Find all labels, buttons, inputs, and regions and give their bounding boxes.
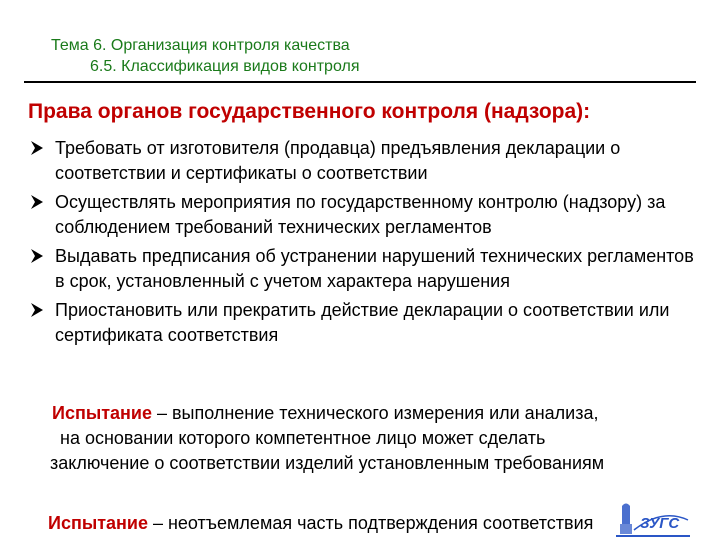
arrow-bullet-icon xyxy=(28,136,46,160)
arrow-bullet-icon xyxy=(28,298,46,322)
definition-term: Испытание xyxy=(48,513,148,533)
slide-topic: Тема 6. Организация контроля качества xyxy=(51,37,350,54)
logo-text: ЗУГС xyxy=(640,515,680,532)
arrow-bullet-icon xyxy=(28,244,46,268)
definition-text: – неотъемлемая часть подтверждения соответствия xyxy=(147,513,594,533)
university-logo-icon xyxy=(612,500,692,540)
bullet-text: Выдавать предписания об устранении нарушений технических регламентов в срок, установленный с учетом характера нарушения xyxy=(55,246,694,291)
definition-term: Испытание xyxy=(52,403,152,423)
header-divider xyxy=(24,81,696,83)
list-item xyxy=(28,136,700,185)
definition-testing xyxy=(52,401,702,476)
definition-text-line1: – выполнение технического измерения или анализа, xyxy=(151,403,599,423)
arrow-bullet-icon xyxy=(28,190,46,214)
bullet-list xyxy=(28,136,700,352)
slide-title: Права органов государственного контроля (надзора): xyxy=(28,100,591,123)
list-item xyxy=(28,298,700,347)
bullet-text: Осуществлять мероприятия по государственному контролю (надзору) за соблюдением требований технических регламентов xyxy=(55,192,666,237)
definition-testing-role xyxy=(48,511,593,536)
definition-text-line2: на основании которого компетентное лицо может сделать xyxy=(60,428,546,448)
list-item xyxy=(28,190,700,239)
bullet-text: Требовать от изготовителя (продавца) предъявления декларации о соответствии и сертификаты о соответствии xyxy=(55,138,621,183)
slide-subtopic: 6.5. Классификация видов контроля xyxy=(90,58,360,75)
bullet-text: Приостановить или прекратить действие декларации о соответствии или сертификата соответствия xyxy=(55,300,670,345)
list-item xyxy=(28,244,700,293)
definition-text-line3: заключение о соответствии изделий установленным требованиям xyxy=(50,453,605,473)
